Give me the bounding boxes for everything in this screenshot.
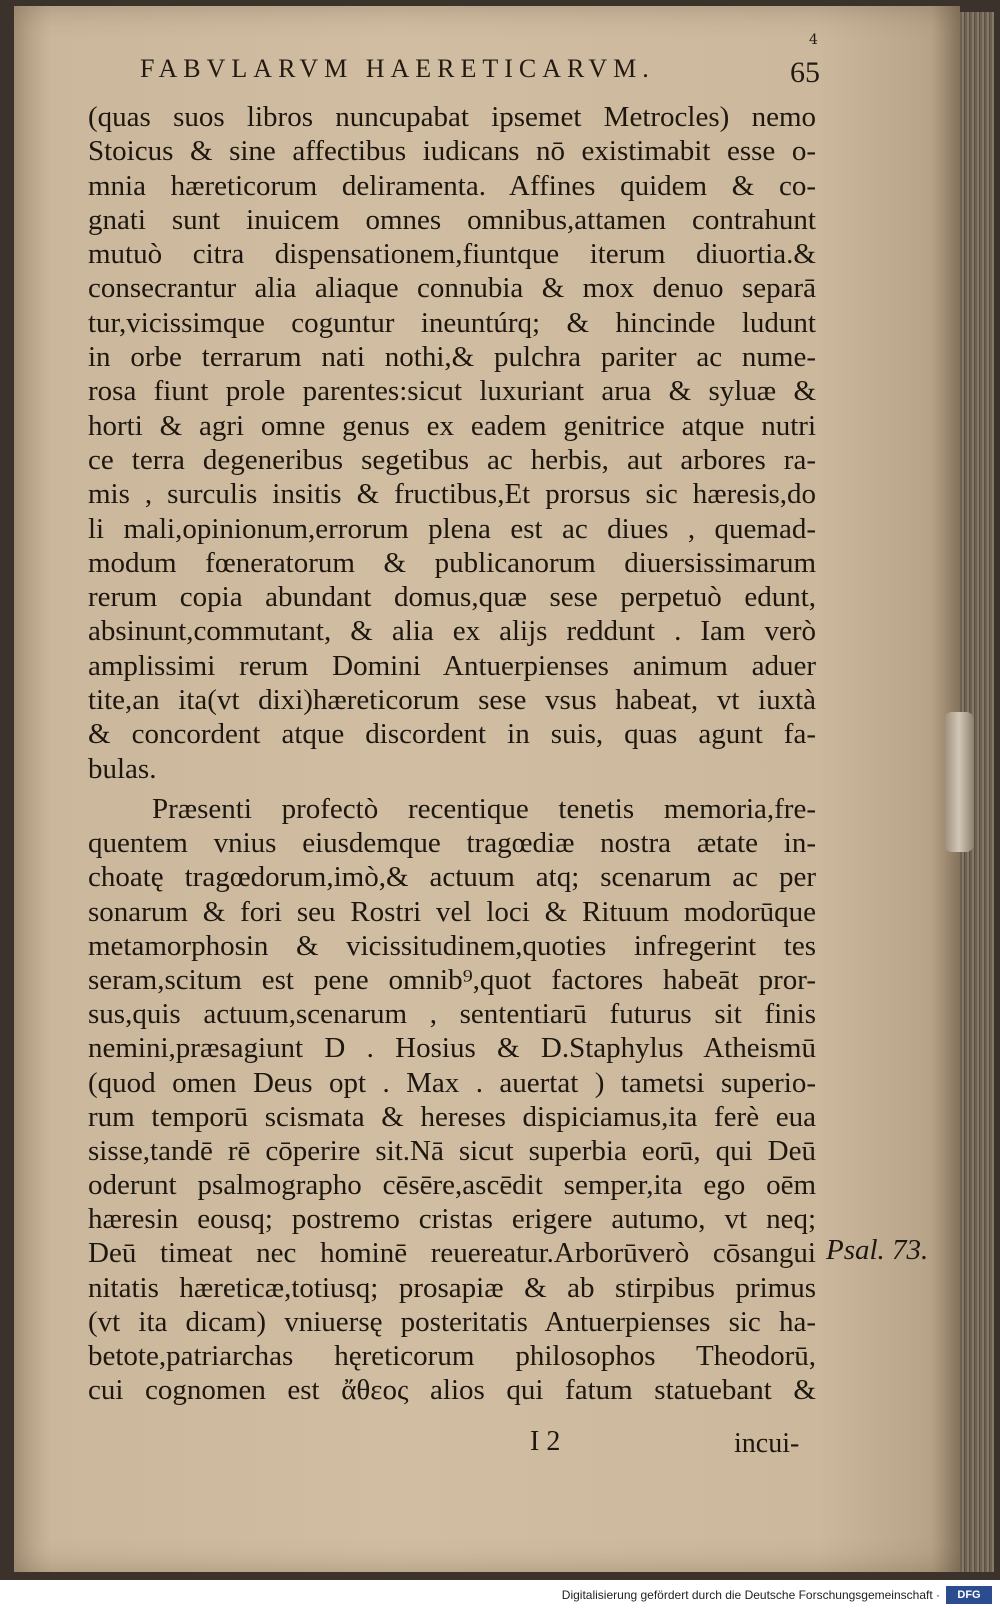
text-line: Præsenti profectò recentique tenetis memoria,fre- [152, 793, 816, 825]
text-line: nemini,præsagiunt D . Hosius & D.Staphylus Atheismū [88, 1032, 816, 1065]
text-line: gnati sunt inuicem omnes omnibus,attamen contrahunt [88, 203, 816, 236]
text-line: & concordent atque discordent in suis, quas agunt fa- [88, 718, 816, 751]
paragraph-1 [88, 100, 816, 786]
text-line: oderunt psalmographo cēsēre,ascēdit semper,ita ego oēm [88, 1169, 816, 1202]
text-line: (quas suos libros nuncupabat ipsemet Metrocles) nemo [88, 101, 816, 133]
text-line: (vt ita dicam) vniuersę posteritatis Antuerpienses sic ha- [88, 1305, 816, 1338]
text-line: quentem vnius eiusdemque tragœdiæ nostra ætate in- [88, 827, 816, 860]
catchword: incui- [734, 1428, 800, 1459]
footer-credit: Digitalisierung gefördert durch die Deutsche Forschungsgemeinschaft · [561, 1588, 940, 1602]
text-line: choatę tragœdorum,imò,& actuum atq; scenarum ac per [88, 861, 816, 894]
text-line: modum fœneratorum & publicanorum diuersissimarum [88, 546, 816, 579]
text-line: sisse,tandē rē cōperire sit.Nā sicut superbia eorū, qui Deū [88, 1134, 816, 1167]
text-line: ce terra degeneribus segetibus ac herbis, aut arbores ra- [88, 443, 816, 476]
paragraph-2 [88, 792, 816, 1407]
running-header: FABVLARVM HAERETICARVM. [140, 54, 655, 83]
text-line: nitatis hæreticæ,totiusq; prosapiæ & ab stirpibus primus [88, 1271, 816, 1304]
folio-number: 65 [790, 56, 820, 89]
text-line: bulas. [88, 752, 157, 785]
text-line: betote,patriarchas hęreticorum philosophos Theodorū, [88, 1340, 816, 1372]
text-line: horti & agri omne genus ex eadem genitrice atque nutri [88, 409, 816, 442]
text-line: mnia hæreticorum deliramenta. Affines quidem & co- [88, 169, 816, 202]
corner-mark: 4 [809, 32, 818, 48]
text-line: metamorphosin & vicissitudinem,quoties infregerint tes [88, 929, 816, 962]
book-clasp [944, 712, 974, 852]
text-line: rerum copia abundant domus,quæ sese perpetuò edunt, [88, 581, 816, 614]
text-line: amplissimi rerum Domini Antuerpienses animum aduer [88, 649, 816, 682]
text-line: Deū timeat nec hominē reuereatur.Arborūverò cōsangui [88, 1237, 816, 1270]
text-line: tur,vicissimque coguntur ineuntúrq; & hincinde ludunt [88, 306, 816, 339]
text-line: rum temporū scismata & hereses dispiciamus,ita ferè eua [88, 1100, 816, 1133]
text-line: rosa fiunt prole parentes:sicut luxuriant arua & syluæ & [88, 375, 816, 408]
text-line: mis , surculis insitis & fructibus,Et prorsus sic hæresis,do [88, 478, 816, 511]
text-line: sonarum & fori seu Rostri vel loci & Rituum modorūque [88, 895, 816, 928]
text-line: absinunt,commutant, & alia ex alijs reddunt . Iam verò [88, 615, 816, 648]
text-line: cui cognomen est ἄθεος alios qui fatum statuebant & [88, 1374, 816, 1407]
text-line: tite,an ita(vt dixi)hæreticorum sese vsus habeat, vt iuxtà [88, 684, 816, 717]
text-line: seram,scitum est pene omnib⁹,quot factores habeāt pror- [88, 963, 816, 996]
dfg-logo: DFG [946, 1586, 992, 1604]
margin-note: Psal. 73. [826, 1234, 929, 1266]
text-line: sus,quis actuum,scenarum , sententiarū futurus sit finis [88, 998, 816, 1031]
signature-mark: I 2 [530, 1426, 561, 1457]
text-line: li mali,opinionum,errorum plena est ac diues , quemad- [88, 512, 816, 545]
text-line: mutuò citra dispensationem,fiuntque iterum diuortia.& [88, 238, 816, 271]
text-line: consecrantur alia aliaque connubia & mox denuo separā [88, 272, 816, 305]
text-line: Stoicus & sine affectibus iudicans nō existimabit esse o- [88, 135, 816, 168]
text-line: hæresin eousq; postremo cristas erigere autumo, vt neq; [88, 1203, 816, 1236]
text-line: in orbe terrarum nati nothi,& pulchra pariter ac nume- [88, 341, 816, 374]
text-line: (quod omen Deus opt . Max . auertat ) tametsi superio- [88, 1066, 816, 1099]
